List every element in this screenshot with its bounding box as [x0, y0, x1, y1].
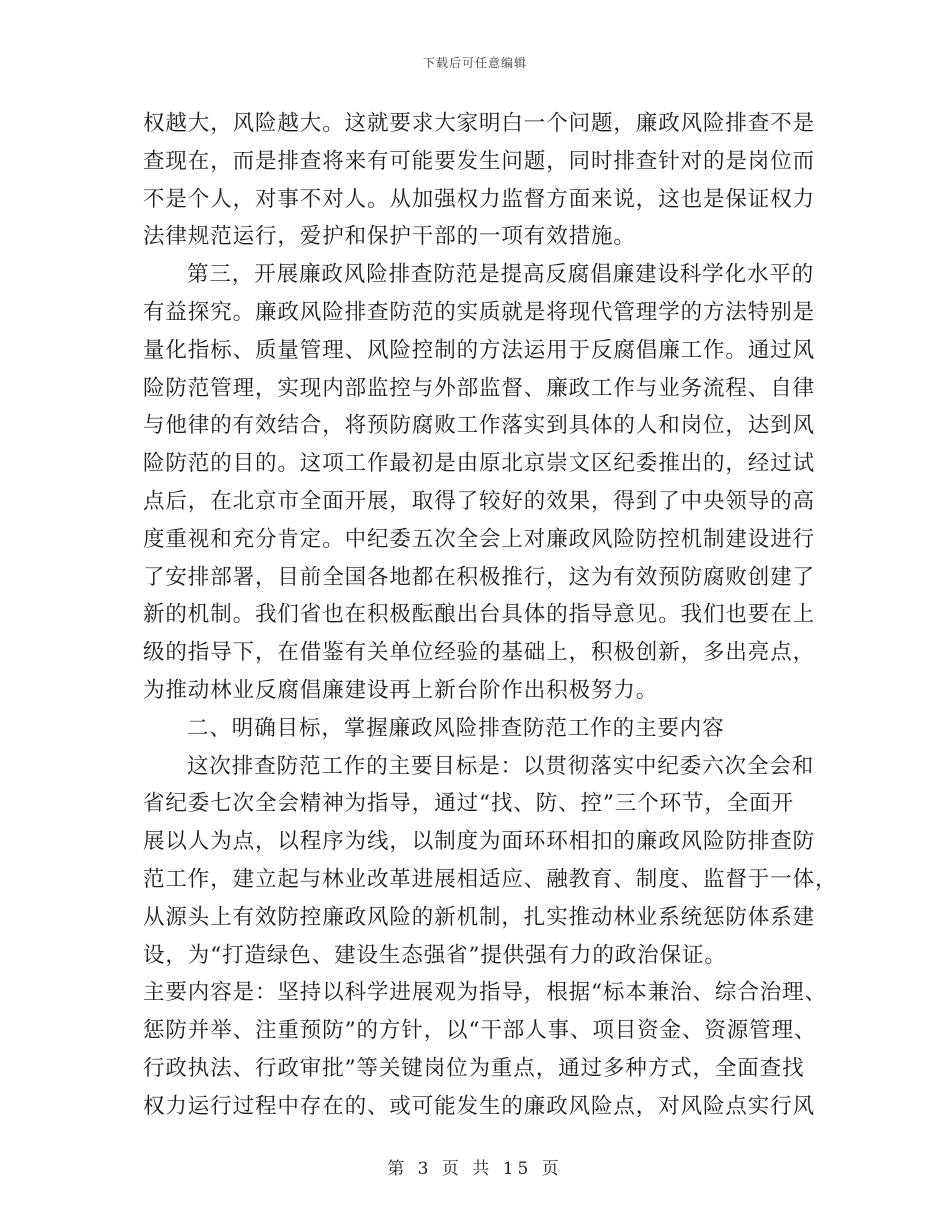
text-line: 主要内容是：坚持以科学进展观为指导，根据“标本兼治、综合治理、	[143, 980, 827, 1006]
text-line: 展以人为点，以程序为线，以制度为面环环相扣的廉政风险防排查防	[143, 829, 816, 855]
text-line: 这次排查防范工作的主要目标是：以贯彻落实中纪委六次全会和	[187, 753, 815, 779]
text-line: 不是个人，对事不对人。从加强权力监督方面来说，这也是保证权力	[143, 186, 816, 212]
text-line: 为推动林业反腐倡廉建设再上新台阶作出积极努力。	[143, 677, 659, 703]
text-line: 查现在，而是排查将来有可能要发生问题，同时排查针对的是岗位而	[143, 148, 816, 174]
text-line: 第三，开展廉政风险排查防范是提高反腐倡廉建设科学化水平的	[187, 262, 815, 288]
text-line: 与他律的有效结合，将预防腐败工作落实到具体的人和岗位，达到风	[143, 413, 816, 439]
text-line: 度重视和充分肯定。中纪委五次全会上对廉政风险防控机制建设进行	[143, 526, 816, 552]
text-line: 新的机制。我们省也在积极酝酿出台具体的指导意见。我们也要在上	[143, 602, 816, 628]
text-line: 点后，在北京市全面开展，取得了较好的效果，得到了中央领导的高	[143, 488, 816, 514]
text-line: 法律规范运行，爱护和保护干部的一项有效措施。	[143, 224, 636, 250]
body-text	[143, 105, 838, 1126]
text-line: 险防范管理，实现内部监控与外部监督、廉政工作与业务流程、自律	[143, 375, 816, 401]
text-line: 设，为“打造绿色、建设生态强省”提供强有力的政治保证。	[143, 942, 727, 968]
section-heading: 二、明确目标，掌握廉政风险排查防范工作的主要内容	[187, 715, 725, 741]
text-line: 有益探究。廉政风险排查防范的实质就是将现代管理学的方法特别是	[143, 299, 816, 325]
page-footer: 第 3 页 共 15 页	[387, 1159, 563, 1179]
text-line: 量化指标、质量管理、风险控制的方法运用于反腐倡廉工作。通过风	[143, 337, 816, 363]
text-line: 从源头上有效防控廉政风险的新机制，扎实推动林业系统惩防体系建	[143, 904, 816, 930]
page-header: 下载后可任意编辑	[422, 56, 527, 70]
text-line: 惩防并举、注重预防”的方针，以“干部人事、项目资金、资源管理、	[143, 1018, 817, 1044]
text-line: 省纪委七次全会精神为指导，通过“找、防、控”三个环节，全面开	[143, 791, 794, 817]
text-line: 了安排部署，目前全国各地都在积极推行，这为有效预防腐败创建了	[143, 564, 816, 590]
text-line: 行政执法、行政审批”等关键岗位为重点，通过多种方式，全面查找	[143, 1055, 805, 1081]
text-line: 权越大，风险越大。这就要求大家明白一个问题，廉政风险排查不是	[143, 111, 816, 136]
text-line: 权力运行过程中存在的、或可能发生的廉政风险点，对风险点实行风	[143, 1093, 816, 1119]
text-line: 级的指导下，在借鉴有关单位经验的基础上，积极创新，多出亮点，	[143, 640, 816, 666]
text-line: 险防范的目的。这项工作最初是由原北京崇文区纪委推出的，经过试	[143, 451, 816, 477]
text-line: 范工作，建立起与林业改革进展相适应、融教育、制度、监督于一体，	[143, 866, 838, 892]
